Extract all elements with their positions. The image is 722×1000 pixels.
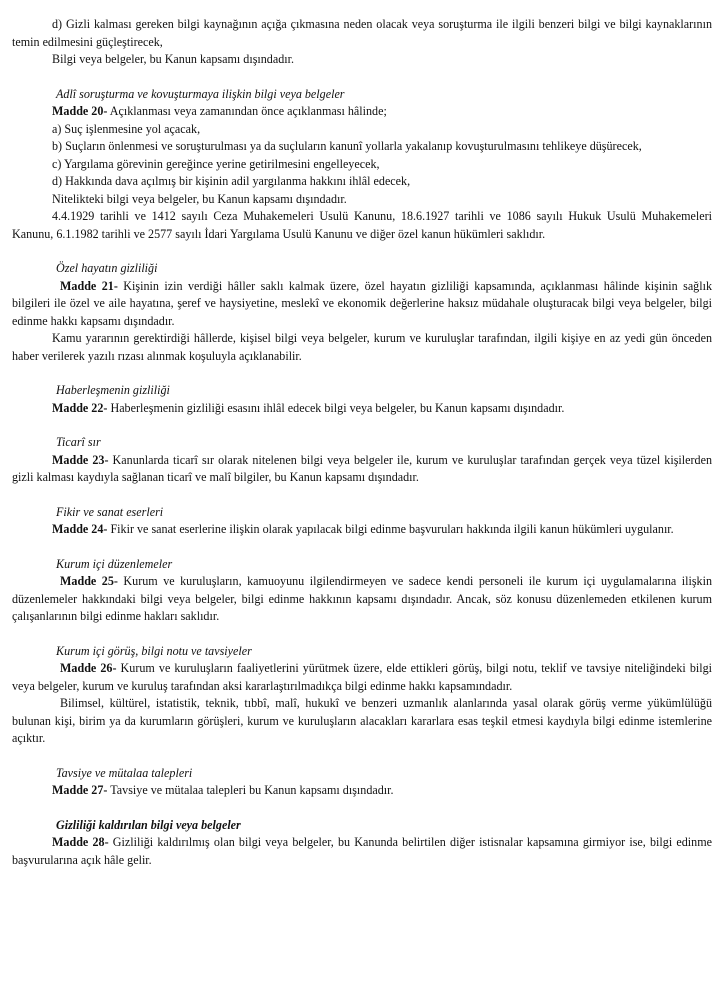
article-20-closing: Nitelikteki bilgi veya belgeler, bu Kanun kapsamı dışındadır. [52,191,347,206]
article-24-number: Madde 24- [52,522,108,536]
article-28-para-1 [12,834,712,869]
article-20-item-a: a) Suç işlenmesine yol açacak, [52,121,201,136]
heading-article-26: Kurum içi görüş, bilgi notu ve tavsiyeler [56,643,252,658]
heading-article-27: Tavsiye ve mütalaa talepleri [56,765,193,780]
heading-article-25: Kurum içi düzenlemeler [56,556,173,571]
article-24-text: Fikir ve sanat eserlerine ilişkin olarak yapılacak bilgi edinme başvuruları hakkında ilgili kanun hükümleri uygulanır. [107,522,674,536]
article-27-text: Tavsiye ve mütalaa talepleri bu Kanun kapsamı dışındadır. [107,783,394,797]
article-27-number: Madde 27- [52,783,108,797]
article-23-text: Kanunlarda ticarî sır olarak nitelenen bilgi veya belgeler ile, kurum ve kuruluşlar tarafından gerçek veya tüzel kişilerden gizli kalması kaydıyla sağlanan ticarî ve malî bilgiler, bu Kanun kapsamı dışındadır. [12,452,712,484]
article-26-number: Madde 26- [60,661,117,675]
article-21-para-1 [12,278,712,331]
article-23-para-1 [12,452,712,487]
article-28-text: Gizliliği kaldırılmış olan bilgi veya belgeler, bu Kanunda belirtilen diğer istisnalar kapsamına girmiyor ise, bilgi edinme başvurularına açık hâle gelir. [12,835,712,867]
heading-article-23: Ticarî sır [56,435,101,449]
article-26-text: Kurum ve kuruluşların faaliyetlerini yürütmek üzere, elde ettikleri görüş, bilgi notu, teklif ve tavsiye niteliğindeki bilgi veya belgeler, kurum ve kuruluş tarafından aksi kararlaştırılmadıkça bilgi edinme hakkı kapsamındadır. [12,661,712,693]
article-25-text: Kurum ve kuruluşların, kamuoyunu ilgilendirmeyen ve sadece kendi personeli ile kurum içi uygulamalarına ilişkin düzenlemeler hakkındaki bilgi veya belgeler, bilgi edinme hakkının kapsamı dışındadır. Ancak, söz konusu düzenlemeden etkilenen kurum çalışanlarının bilgi edinme hakları saklıdır. [12,574,712,623]
article-20-reservation: 4.4.1929 tarihli ve 1412 sayılı Ceza Muhakemeleri Usulü Kanunu, 18.6.1927 tarihli ve 1086 sayılı Hukuk Usulü Muhakemeleri Kanunu, 6.1.1982 tarihli ve 2577 sayılı İdari Yargılama Usulü Kanunu ve diğer özel kanun hükümleri saklıdır. [12,209,712,241]
article-20-intro [12,103,712,121]
heading-article-21: Özel hayatın gizliliği [56,261,158,275]
article-20-text: Açıklanması veya zamanından önce açıklanması hâlinde; [107,104,387,118]
paragraph-d: d) Gizli kalması gereken bilgi kaynağının açığa çıkmasına neden olacak veya soruşturma ile ilgili benzeri bilgi ve bilgi kaynaklarının temin edilmesini güçleştirecek, [12,17,712,49]
article-20-item-c: c) Yargılama görevinin gereğince yerine getirilmesini engelleyecek, [52,156,380,171]
article-22-number: Madde 22- [52,400,108,415]
article-21-number: Madde 21- [60,278,118,293]
paragraph-exclusion: Bilgi veya belgeler, bu Kanun kapsamı dışındadır. [52,52,295,66]
article-26-para-2: Bilimsel, kültürel, istatistik, teknik, tıbbî, malî, hukukî ve benzeri uzmanlık alanlarında yasal olarak görüş verme yükümlülüğü bulunan kişi, birim ya da kurumların görüşleri, kurum ve kuruluşların alacakları kararlara esas teşkil etmesi kaydıyla bilgi edinme istemlerine açıktır. [12,696,712,745]
article-25-para-1 [12,573,712,626]
article-25-number: Madde 25- [60,574,118,588]
article-21-para-2: Kamu yararının gerektirdiği hâllerde, kişisel bilgi veya belgeler, kurum ve kuruluşlar tarafından, ilgili kişiye en az yedi gün önceden haber verilerek yazılı rızası alınmak koşuluyla açıklanabilir. [12,331,712,363]
article-24-para-1 [12,521,712,539]
article-27-para-1 [12,782,712,800]
article-20-item-b: b) Suçların önlenmesi ve soruşturulması ya da suçluların kanunî yollarla yakalanıp kovuşturulmasını tehlikeye düşürecek, [52,139,642,153]
heading-article-24: Fikir ve sanat eserleri [56,504,164,519]
article-22-text: Haberleşmenin gizliliği esasını ihlâl edecek bilgi veya belgeler, bu Kanun kapsamı dışındadır. [107,400,565,415]
article-28-number: Madde 28- [52,835,109,849]
article-20-number: Madde 20- [52,104,108,118]
article-22-para-1 [12,400,712,418]
heading-article-20: Adlî soruşturma ve kovuşturmaya ilişkin bilgi veya belgeler [56,86,345,101]
article-26-para-1 [12,660,712,695]
article-21-text: Kişinin izin verdiği hâller saklı kalmak üzere, özel hayatın gizliliği kapsamında, açıklanması hâlinde kişinin sağlık bilgileri ile özel ve aile hayatına, şeref ve haysiyetine, meslekî ve ekonomik değerlerine haksız müdahale oluşturacak bilgi veya belgeler, bilgi edinme hakkı kapsamı dışındadır. [12,278,713,328]
heading-article-22: Haberleşmenin gizliliği [56,383,170,397]
heading-article-28: Gizliliği kaldırılan bilgi veya belgeler [56,817,241,832]
document-body [12,16,712,869]
article-20-item-d: d) Hakkında dava açılmış bir kişinin adil yargılanma hakkını ihlâl edecek, [52,174,411,188]
article-23-number: Madde 23- [52,452,109,467]
